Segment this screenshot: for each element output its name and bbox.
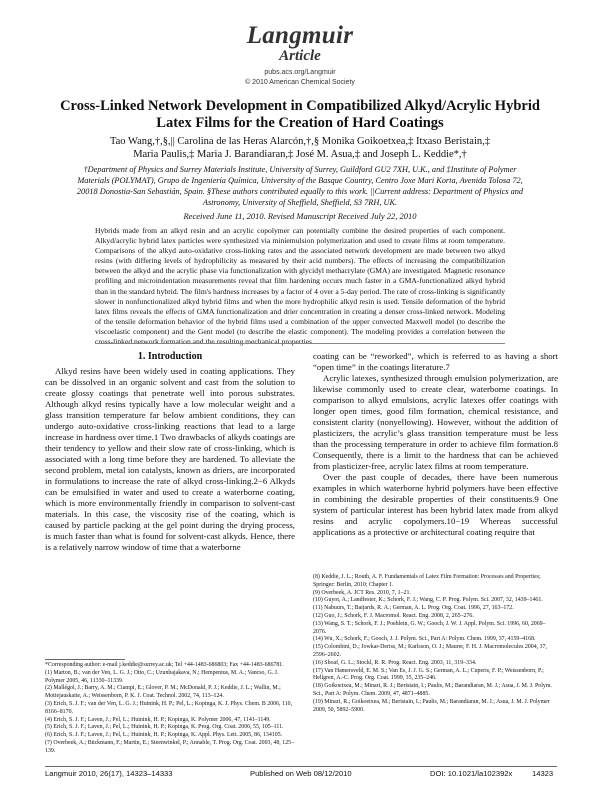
copyright: © 2010 American Chemical Society: [245, 79, 355, 86]
reference-item: (17) Van Hamersveld, E. M. S.; Van Es, J. J. G. S.; German, A. L.; Cuperis, F. P.; Weissenborn, P.; Hellgren, A.-C. Prog. Org. Coat. 1999, 35, 235–246.: [313, 667, 544, 682]
reference-item: (10) Guyot, A.; Landfester, K.; Schork, F. J.; Wang, C. P. Prog. Polym. Sci. 2007, 32, 1439–1461.: [313, 597, 543, 604]
reference-item: (9) Overbeek, A. JCT Res. 2010, 7, 1–21.: [313, 589, 411, 596]
footer-published: Published on Web 08/12/2010: [250, 769, 352, 778]
reference-item: (6) Erich, S. J. F.; Laven, J.; Pel, L.; Huinink, H. P.; Kopinga, K. Appl. Phys. Lett. 2005, 86, 134105.: [45, 732, 283, 739]
received-dates: Received June 11, 2010. Revised Manuscript Received July 22, 2010: [183, 211, 417, 221]
affiliations: †Department of Physics and Surrey Materials Institute, University of Surrey, Guildford GU2 7XH, U.K., and ‡Institute of Polymer Materials (POLYMAT), Grupo de Ingeniería Química, University of the Basque Country, Centro Joxe Mari Korta, Avenida Tolosa 72, 20018 Donostia-San Sebastián, Spain. §These authors contributed equally to this work. ||Current address: Department of Physics and Astronomy, University of Sheffield, Sheffield, S3 7RH, UK.: [76, 165, 524, 207]
footnote-divider: [45, 659, 125, 660]
reference-item: (2) Mallégol, J.; Barry, A. M.; Ciampi, E.; Glover, P. M.; McDonald, P. J.; Keddie, J. L.; Wallin, M.; Motiejauskaite, A.; Weissenborn, P. K. J. Coat. Technol. 2002, 74, 113–124.: [45, 685, 281, 700]
footer-citation: Langmuir 2010, 26(17), 14323–14333: [45, 769, 173, 778]
reference-item: (1) Marton, B.; van der Ven, L. G. J.; Otto, C.; Uzunbajakava, N.; Hempenius, M. A.; Vancso, G. J. Polymer 2005, 46, 11330–11339.: [45, 669, 279, 684]
reference-item: (8) Keddie, J. L.; Routh, A. F. Fundamentals of Latex Film Formation: Processes and Properties; Springer: Berlin, 2010; Chapter 1.: [313, 574, 541, 588]
abstract-divider: [95, 343, 505, 344]
reference-item: (12) Guo, J.; Schork, F. J. Macromol. React. Eng. 2008, 2, 265–276.: [313, 612, 474, 619]
reference-item: (7) Overbeek, A.; Bückmann, F.; Martin, E.; Steenwinkel, P.; Annable, T. Prog. Org. Coat. 2003, 48, 125–139.: [45, 739, 295, 754]
intro-column-left: [45, 366, 295, 553]
page-number: 14323: [532, 769, 554, 778]
reference-item: (4) Erich, S. J. F.; Laven, J.; Pel, L.; Huinink, H. P.; Kopinga, K. Polymer 2006, 47, 1141–1149.: [45, 716, 271, 723]
reference-item: (5) Erich, S. J. F.; Laven, J.; Pel, L.; Huinink, H. P.; Kopinga, K. Prog. Org. Coat. 2006, 55, 105–111.: [45, 724, 284, 731]
author-list: [80, 135, 520, 161]
journal-url[interactable]: pubs.acs.org/Langmuir: [264, 69, 336, 76]
footer-doi[interactable]: DOI: 10.1021/la102392x: [430, 769, 513, 778]
intro-column-right: [313, 351, 558, 538]
abstract: Hybrids made from an alkyd resin and an acrylic copolymer can potentially combine the desired properties of each component. Alkyd/acrylic hybrid latex particles were synthesized via miniemulsion polymerization and used to create films at room temperature. Comparisons of the alkyd auto-oxidative cross-linking rates and the associated network development are made between two alkyd resins (with differing levels of hydrophilicity as measured by their acid numbers). The effects of increasing the compatibilization between the alkyd and the acrylic phase via functionalization with glycidyl methacrylate (GMA) are investigated. Magnetic resonance profiling and microindentation measurements reveal that film hardening occurs much faster in a GMA-functionalized alkyd hybrid than in the standard hybrid. The film's hardness increases by a factor of 4 over a 5-day period. The rate of cross-linking is significantly slower in nonfunctionalized alkyd hybrid films and when the more hydrophilic alkyd resin is used. Tensile deformation of the hybrid latex films reveals the effects of GMA functionalization and drier concentration in creating a denser cross-linked network. Modeling of the tensile deformation behavior of the hybrid films used a combination of the upper convected Maxwell model (to describe the viscoelastic component) and the Gent model (to describe the elastic component). The modeling provides a correlation between the cross-linked network formation and the resulting mechanical properties.: [95, 226, 505, 347]
footer-divider: [45, 766, 557, 767]
reference-item: (13) Wang, S. T.; Schork, F. J.; Poehlein, G. W.; Gooch, J. W. J. Appl. Polym. Sci. 1996, 60, 2069–2076.: [313, 620, 546, 635]
authors-line-2: Maria Paulis,‡ Maria J. Barandiaran,‡ José M. Asua,‡ and Joseph L. Keddie*,†: [133, 149, 467, 160]
paragraph: Over the past couple of decades, there have been numerous examples in which waterborne hybrid polymers have been effective in combining the desirable properties of their constituents.9 One system of particular interest has been hybrid latex made from alkyd resins and acrylic copolymers.10−19 Whereas successful applications as a protective or architectural coating require that: [313, 472, 558, 537]
reference-item: (14) Wu, X.; Schork, F.; Gooch, J. J. Polym. Sci., Part A: Polym. Chem. 1999, 37, 4159–4168.: [313, 636, 536, 643]
paragraph: Alkyd resins have been widely used in coating applications. They can be dissolved in an organic solvent and cast from the solution to create glossy coatings that penetrate well into porous substrates. Although alkyd resins typically have a low molecular weight and a glass transition temperature far below ambient conditions, they can undergo auto-oxidative cross-linking reactions that lead to a large increase in hardness over time.1 Two drawbacks of alkyds coatings are their tendency to yellow and their slow rate of cross-linking, which is associated with a long time before they are hardened. To alleviate the second problem, metal ion catalysts, known as driers, are incorporated in formulations to increase the rate of alkyd cross-linking.2−6 Alkyds can be emulsified in water and used to create a waterborne coating, which is more environmentally friendly in comparison to solvent-cast materials. In this case, the viscosity rise of the coating, which is caused by particle packing at the gel point during the drying process, is much faster than what is found for solvent-cast alkyds. Hence, there is a relatively narrow window of time that a waterborne: [45, 366, 295, 552]
references-left: [45, 662, 295, 756]
section-heading-introduction: 1. Introduction: [137, 351, 203, 362]
article-type: Article: [279, 48, 321, 64]
paragraph: coating can be “reworked”, which is referred to as having a short “open time” in the coatings literature.7: [313, 351, 558, 372]
paragraph: Acrylic latexes, synthesized through emulsion polymerization, are likewise commonly used to create clear, waterborne coatings. In comparison to alkyd emulsions, acrylic latexes offer coatings with longer open times, good film formation, chemical resistance, and consistent clarity (nonyellowing). However, without the addition of plasticizers, the acrylic’s glass transition temperature must be less than the processing temperature in order to achieve film formation.8 Consequently, there is a limit to the hardness that can be achieved from plasticizer-free, acrylic latex films at room temperature.: [313, 373, 558, 471]
article-title: Cross-Linked Network Development in Compatibilized Alkyd/Acrylic Hybrid Latex Films for the Creation of Hard Coatings: [60, 98, 540, 131]
reference-item: (15) Colombini, D.; Jowkar-Deriss, M.; Karlsson, O. J.; Maurer, F. H. J. Macromolecules 2004, 37, 2596–2602.: [313, 644, 547, 658]
authors-line-1: Tao Wang,†,§,|| Carolina de las Heras Alarcón,†,§ Monika Goikoetxea,‡ Itxaso Beristain,‡: [109, 136, 491, 147]
reference-item: (3) Erich, S. J. F.; van der Ven, L. G. J.; Huinink, H. P.; Pel, L.; Kopinga, K. J. Phys. Chem. B 2006, 110, 8166–8170.: [45, 700, 293, 715]
references-right: [313, 574, 558, 714]
footnote-corresponding: *Corresponding author: e-mail j.keddie@surrey.ac.uk; Tel +44-1483-686803; Fax +44-1483-686781.: [45, 662, 284, 668]
reference-item: (11) Nabuurs, T.; Baijards, R. A.; German, A. L. Prog. Org. Coat. 1996, 27, 163–172.: [313, 605, 514, 612]
reference-item: (19) Minari, R.; Goikoetxea, M.; Beristain, I.; Paulis, M.; Barandiaran, M. J.; Asua, J. M. J. Polymer 2009, 50, 5892–5900.: [313, 698, 550, 713]
reference-item: (16) Shoaf, G. L.; Stockl, R. R. Prog. React. Eng. 2003, 11, 319–334.: [313, 659, 477, 666]
reference-item: (18) Goikoetxea, M.; Minari, R. J.; Beristain, I.; Paulis, M.; Barandiaran, M. J.; Asua, J. M. J. Polym. Sci., Part A: Polym. Chem. 2009, 47, 4871–4885.: [313, 683, 552, 697]
journal-logo: Langmuir: [246, 22, 354, 49]
